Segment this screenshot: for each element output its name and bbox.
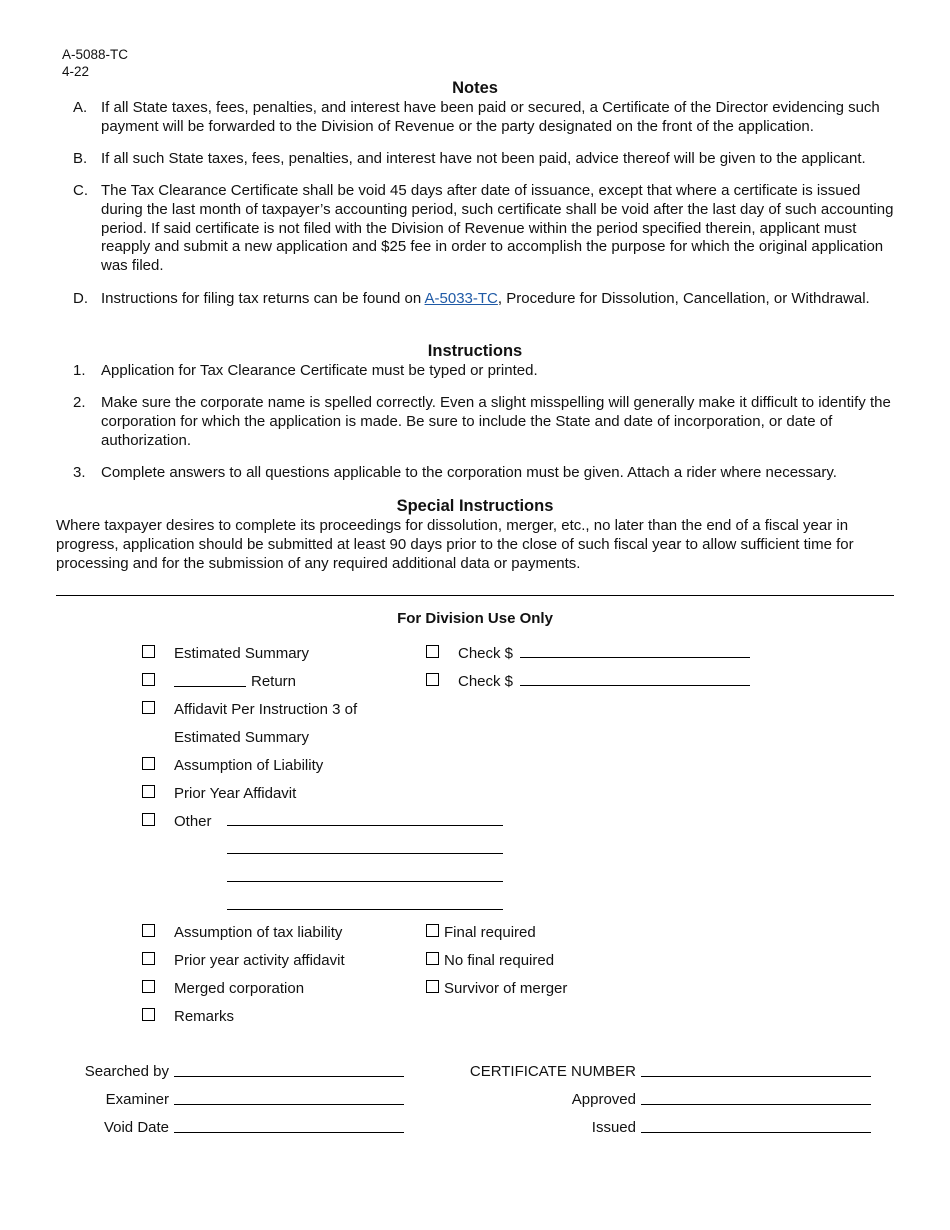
examiner-line[interactable]: [174, 1104, 404, 1105]
assumption-tax-liability-label: Assumption of tax liability: [174, 924, 343, 941]
remarks-checkbox[interactable]: [142, 1008, 155, 1021]
instruction-label: 3.: [73, 464, 86, 481]
searched-by-line[interactable]: [174, 1076, 404, 1077]
note-label: B.: [73, 150, 88, 167]
final-required-checkbox[interactable]: [426, 924, 439, 937]
prior-year-affidavit-checkbox[interactable]: [142, 785, 155, 798]
special-instructions-text: Where taxpayer desires to complete its proceedings for dissolution, merger, etc., no later than the end of a fiscal year in progress, application should be submitted at least 90 days prior to the close of such fiscal year to allow sufficient time for processing and for the submission of any required additional data or payments.: [56, 517, 854, 572]
survivor-of-merger-label: Survivor of merger: [444, 980, 568, 997]
return-type-line[interactable]: [174, 686, 246, 687]
form-revision: 4-22: [62, 64, 90, 79]
certificate-number-label: CERTIFICATE NUMBER: [469, 1063, 636, 1080]
return-label: Return: [251, 673, 297, 690]
note-d: [73, 290, 903, 309]
check-1-label: Check $: [458, 645, 514, 662]
certificate-number-line[interactable]: [641, 1076, 871, 1077]
assumption-of-liability-checkbox[interactable]: [142, 757, 155, 770]
instruction-text: Make sure the corporate name is spelled correctly. Even a slight misspelling will generally make it difficult to identify the corporation for which the application is made. Be sure to include the State and date of incorporation, or date of authorization.: [101, 394, 891, 449]
instructions-heading: Instructions: [427, 342, 523, 360]
form-number: A-5088-TC: [62, 47, 129, 62]
final-required-label: Final required: [444, 924, 536, 941]
note-label: C.: [73, 182, 88, 199]
survivor-of-merger-checkbox[interactable]: [426, 980, 439, 993]
note-b: [73, 150, 903, 169]
examiner-label: Examiner: [105, 1091, 169, 1108]
instruction-text: Application for Tax Clearance Certificate must be typed or printed.: [101, 362, 538, 379]
remarks-label: Remarks: [174, 1008, 235, 1025]
instruction-label: 2.: [73, 394, 86, 411]
other-line-2[interactable]: [227, 853, 503, 854]
instruction-2: [73, 394, 903, 450]
assumption-of-liability-label: Assumption of Liability: [174, 757, 324, 774]
estimated-summary-label: Estimated Summary: [174, 645, 310, 662]
note-text: If all such State taxes, fees, penalties, and interest have not been paid, advice thereof will be given to the applicant.: [101, 150, 866, 167]
section-divider: [56, 595, 894, 596]
note-text-before: Instructions for filing tax returns can be found on: [101, 290, 425, 307]
affidavit-label-line2: Estimated Summary: [174, 729, 310, 746]
issued-line[interactable]: [641, 1132, 871, 1133]
note-text: [101, 290, 903, 309]
prior-activity-affidavit-label: Prior year activity affidavit: [174, 952, 345, 969]
note-label: D.: [73, 290, 88, 307]
check-2-amount-line[interactable]: [520, 685, 750, 686]
division-use-heading: For Division Use Only: [397, 610, 553, 627]
instruction-3: [73, 464, 903, 483]
procedure-link[interactable]: A-5033-TC: [424, 290, 498, 307]
instruction-1: [73, 362, 903, 381]
note-text: If all State taxes, fees, penalties, and interest have been paid or secured, a Certificate of the Director evidencing such payment will be forwarded to the Division of Revenue or the party designated on the front of the application.: [101, 99, 880, 135]
affidavit-label-line1: Affidavit Per Instruction 3 of: [174, 701, 358, 718]
notes-heading: Notes: [452, 79, 498, 97]
assumption-tax-liability-checkbox[interactable]: [142, 924, 155, 937]
merged-corporation-checkbox[interactable]: [142, 980, 155, 993]
searched-by-label: Searched by: [84, 1063, 169, 1080]
prior-year-affidavit-label: Prior Year Affidavit: [174, 785, 297, 802]
other-line-4[interactable]: [227, 909, 503, 910]
check-2-checkbox[interactable]: [426, 673, 439, 686]
no-final-required-checkbox[interactable]: [426, 952, 439, 965]
affidavit-checkbox[interactable]: [142, 701, 155, 714]
check-2-label: Check $: [458, 673, 514, 690]
void-date-line[interactable]: [174, 1132, 404, 1133]
instruction-label: 1.: [73, 362, 86, 379]
return-checkbox[interactable]: [142, 673, 155, 686]
note-text: The Tax Clearance Certificate shall be void 45 days after date of issuance, except that where a certificate is issued during the last month of taxpayer’s accounting period, such certificate shall be void after the last day of such accounting period. If said certificate is not filed with the Division of Revenue within the period specified therein, applicant must reapply and submit a new application and $25 fee in order to accomplish the purpose for which the original application was filed.: [101, 182, 894, 275]
other-line-1[interactable]: [227, 825, 503, 826]
no-final-required-label: No final required: [444, 952, 555, 969]
approved-label: Approved: [571, 1091, 636, 1108]
issued-label: Issued: [591, 1119, 636, 1136]
check-1-amount-line[interactable]: [520, 657, 750, 658]
approved-line[interactable]: [641, 1104, 871, 1105]
other-checkbox[interactable]: [142, 813, 155, 826]
void-date-label: Void Date: [103, 1119, 169, 1136]
check-1-checkbox[interactable]: [426, 645, 439, 658]
note-text-after: , Procedure for Dissolution, Cancellation, or Withdrawal.: [497, 290, 870, 307]
estimated-summary-checkbox[interactable]: [142, 645, 155, 658]
prior-activity-affidavit-checkbox[interactable]: [142, 952, 155, 965]
other-line-3[interactable]: [227, 881, 503, 882]
note-label: A.: [73, 99, 88, 116]
instruction-text: Complete answers to all questions applicable to the corporation must be given. Attach a rider where necessary.: [101, 464, 837, 481]
note-c: [73, 182, 903, 276]
other-label: Other: [174, 813, 212, 830]
merged-corporation-label: Merged corporation: [174, 980, 305, 997]
special-instructions-heading: Special Instructions: [396, 497, 554, 515]
note-a: [73, 99, 903, 137]
